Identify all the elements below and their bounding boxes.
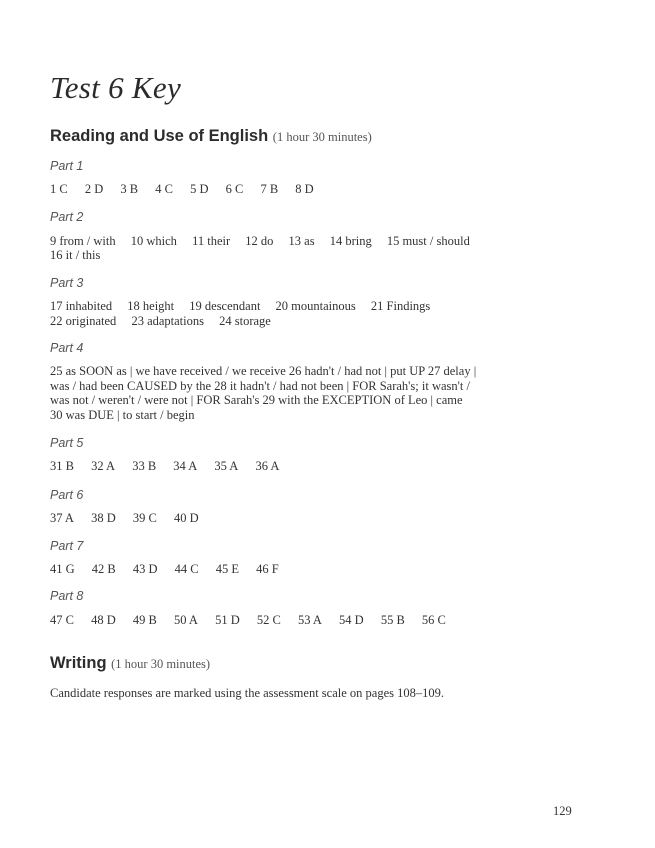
- answer-item: 47 C: [50, 613, 74, 627]
- answer-item: 49 B: [132, 613, 157, 627]
- part-4-answers: 25 as SOON as | we have received / we receive 26 hadn't / had not | put UP 27 delay | was / had been CAUSED by the 28 it hadn't / had not been | FOR Sarah's; it wasn't / was not / weren't / were not | FOR Sarah's 29 with the EXCEPTION of Leo | came 30 was DUE | to start / begin: [50, 364, 477, 422]
- answer-item: 46 F: [256, 562, 279, 576]
- answer-item: 9 from / with: [50, 234, 116, 248]
- answer-item: 39 C: [132, 511, 157, 525]
- answer-item: 20 mountainous: [275, 299, 356, 313]
- page-number: 129: [553, 804, 572, 818]
- writing-duration: (1 hour 30 minutes): [111, 657, 211, 671]
- answer-item: 18 height: [127, 299, 175, 313]
- answer-item: 14 bring: [329, 234, 372, 248]
- answer-item: 56 C: [421, 613, 446, 627]
- answer-item: 32 A: [91, 459, 116, 473]
- part-3-answers-line-2: [50, 314, 570, 328]
- answer-item: 31 B: [50, 459, 74, 473]
- part-7-answers: [50, 562, 570, 576]
- answer-item: 10 which: [130, 234, 177, 248]
- answer-item: 33 B: [132, 459, 157, 473]
- answer-item: 54 D: [339, 613, 364, 627]
- answer-item: 6 C: [225, 182, 244, 196]
- part-6-answers: [50, 511, 570, 525]
- writing-note: Candidate responses are marked using the assessment scale on pages 108–109.: [50, 686, 444, 700]
- answer-item: 38 D: [91, 511, 116, 525]
- reading-duration: (1 hour 30 minutes): [272, 130, 372, 144]
- answer-item: 21 Findings: [370, 299, 431, 313]
- answer-item: 24 storage: [219, 314, 271, 328]
- answer-item: 35 A: [214, 459, 239, 473]
- part-1-answers: [50, 182, 570, 196]
- answer-item: 19 descendant: [189, 299, 261, 313]
- answer-item: 40 D: [173, 511, 199, 525]
- answer-item: 51 D: [215, 613, 240, 627]
- answer-item: 50 A: [173, 613, 198, 627]
- reading-section-heading: [50, 127, 372, 146]
- reading-heading-text: Reading and Use of English: [50, 127, 269, 145]
- answer-item: 3 B: [120, 182, 139, 196]
- answer-item: 8 D: [295, 182, 314, 196]
- part-3-answers: [50, 299, 570, 313]
- part-8-label: Part 8: [50, 589, 84, 603]
- answer-item: 53 A: [297, 613, 322, 627]
- answer-item: 55 B: [380, 613, 405, 627]
- answer-item: 42 B: [91, 562, 116, 576]
- answer-item: 22 originated: [50, 314, 117, 328]
- answer-item: 12 do: [245, 234, 274, 248]
- answer-item: 36 A: [255, 459, 280, 473]
- part-6-label: Part 6: [50, 488, 84, 502]
- part-2-answers-line-2: [50, 248, 570, 262]
- answer-item: 1 C: [50, 182, 68, 196]
- answer-item: 37 A: [50, 511, 74, 525]
- answer-item: 23 adaptations: [131, 314, 204, 328]
- part-1-label: Part 1: [50, 159, 84, 173]
- part-3-label: Part 3: [50, 276, 84, 290]
- writing-heading-text: Writing: [50, 654, 107, 672]
- answer-item: 4 C: [155, 182, 173, 196]
- writing-section-heading: [50, 654, 210, 673]
- part-2-label: Part 2: [50, 210, 84, 224]
- part-4-label: Part 4: [50, 341, 84, 355]
- part-5-label: Part 5: [50, 436, 84, 450]
- answer-item: 52 C: [256, 613, 281, 627]
- answer-item: 41 G: [50, 562, 75, 576]
- answer-item: 34 A: [173, 459, 198, 473]
- part-7-label: Part 7: [50, 539, 84, 553]
- answer-item: 5 D: [190, 182, 209, 196]
- answer-item: 11 their: [192, 234, 231, 248]
- answer-item: 16 it / this: [50, 248, 101, 262]
- answer-item: 43 D: [132, 562, 158, 576]
- part-2-answers: [50, 234, 570, 248]
- page-title: Test 6 Key: [50, 70, 182, 105]
- answer-item: 15 must / should: [386, 234, 470, 248]
- answer-item: 48 D: [91, 613, 116, 627]
- answer-item: 44 C: [174, 562, 199, 576]
- answer-item: 2 D: [84, 182, 104, 196]
- answer-item: 17 inhabited: [50, 299, 113, 313]
- answer-item: 45 E: [215, 562, 240, 576]
- answer-item: 13 as: [288, 234, 315, 248]
- part-5-answers: [50, 459, 570, 473]
- part-8-answers: [50, 613, 570, 627]
- answer-item: 7 B: [260, 182, 279, 196]
